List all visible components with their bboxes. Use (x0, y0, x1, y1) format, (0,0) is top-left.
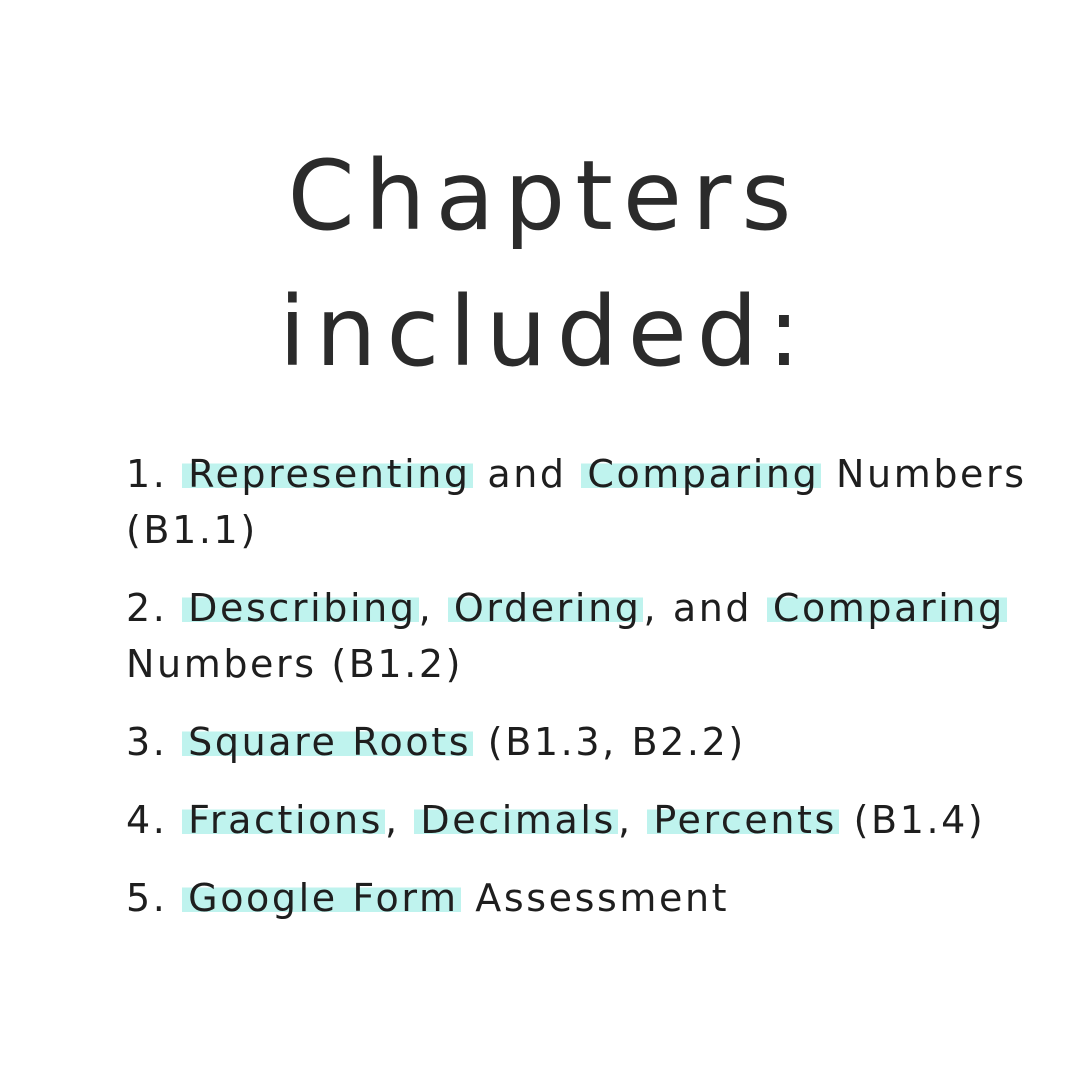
chapter-number: 5. (126, 876, 168, 920)
chapter-text: (B1.4) (838, 798, 986, 842)
chapter-text: , (385, 798, 415, 842)
chapter-text: , and (643, 586, 767, 630)
highlighted-term: Ordering (448, 586, 644, 630)
highlighted-term: Comparing (767, 586, 1007, 630)
highlighted-term: Comparing (581, 452, 821, 496)
highlighted-term: Percents (647, 798, 839, 842)
chapter-text: (B1.3, B2.2) (473, 720, 746, 764)
highlighted-term: Fractions (182, 798, 385, 842)
chapter-item (126, 870, 1076, 926)
chapter-item (126, 792, 1076, 848)
highlighted-term: Representing (182, 452, 473, 496)
chapter-text: , (418, 586, 448, 630)
chapter-item (126, 580, 1076, 692)
chapter-number: 1. (126, 452, 168, 496)
chapter-text: , (617, 798, 648, 842)
chapter-text: Numbers (B1.2) (126, 642, 464, 686)
chapter-text: Assessment (460, 876, 730, 920)
highlighted-term: Describing (182, 586, 418, 630)
chapter-number: 2. (126, 586, 168, 630)
chapter-number: 3. (126, 720, 168, 764)
chapter-list (126, 446, 1076, 948)
title-line-1: Chapters (287, 140, 802, 252)
highlighted-term: Decimals (414, 798, 618, 842)
title-line-2: included: (278, 276, 811, 388)
chapter-text: Numbers (B1.1) (126, 452, 1027, 552)
chapter-text: and (472, 452, 582, 496)
chapter-item (126, 714, 1076, 770)
page-title (0, 128, 1089, 400)
highlighted-term: Square Roots (182, 720, 473, 764)
chapter-item (126, 446, 1076, 558)
chapter-number: 4. (126, 798, 168, 842)
highlighted-term: Google Form (182, 876, 460, 920)
